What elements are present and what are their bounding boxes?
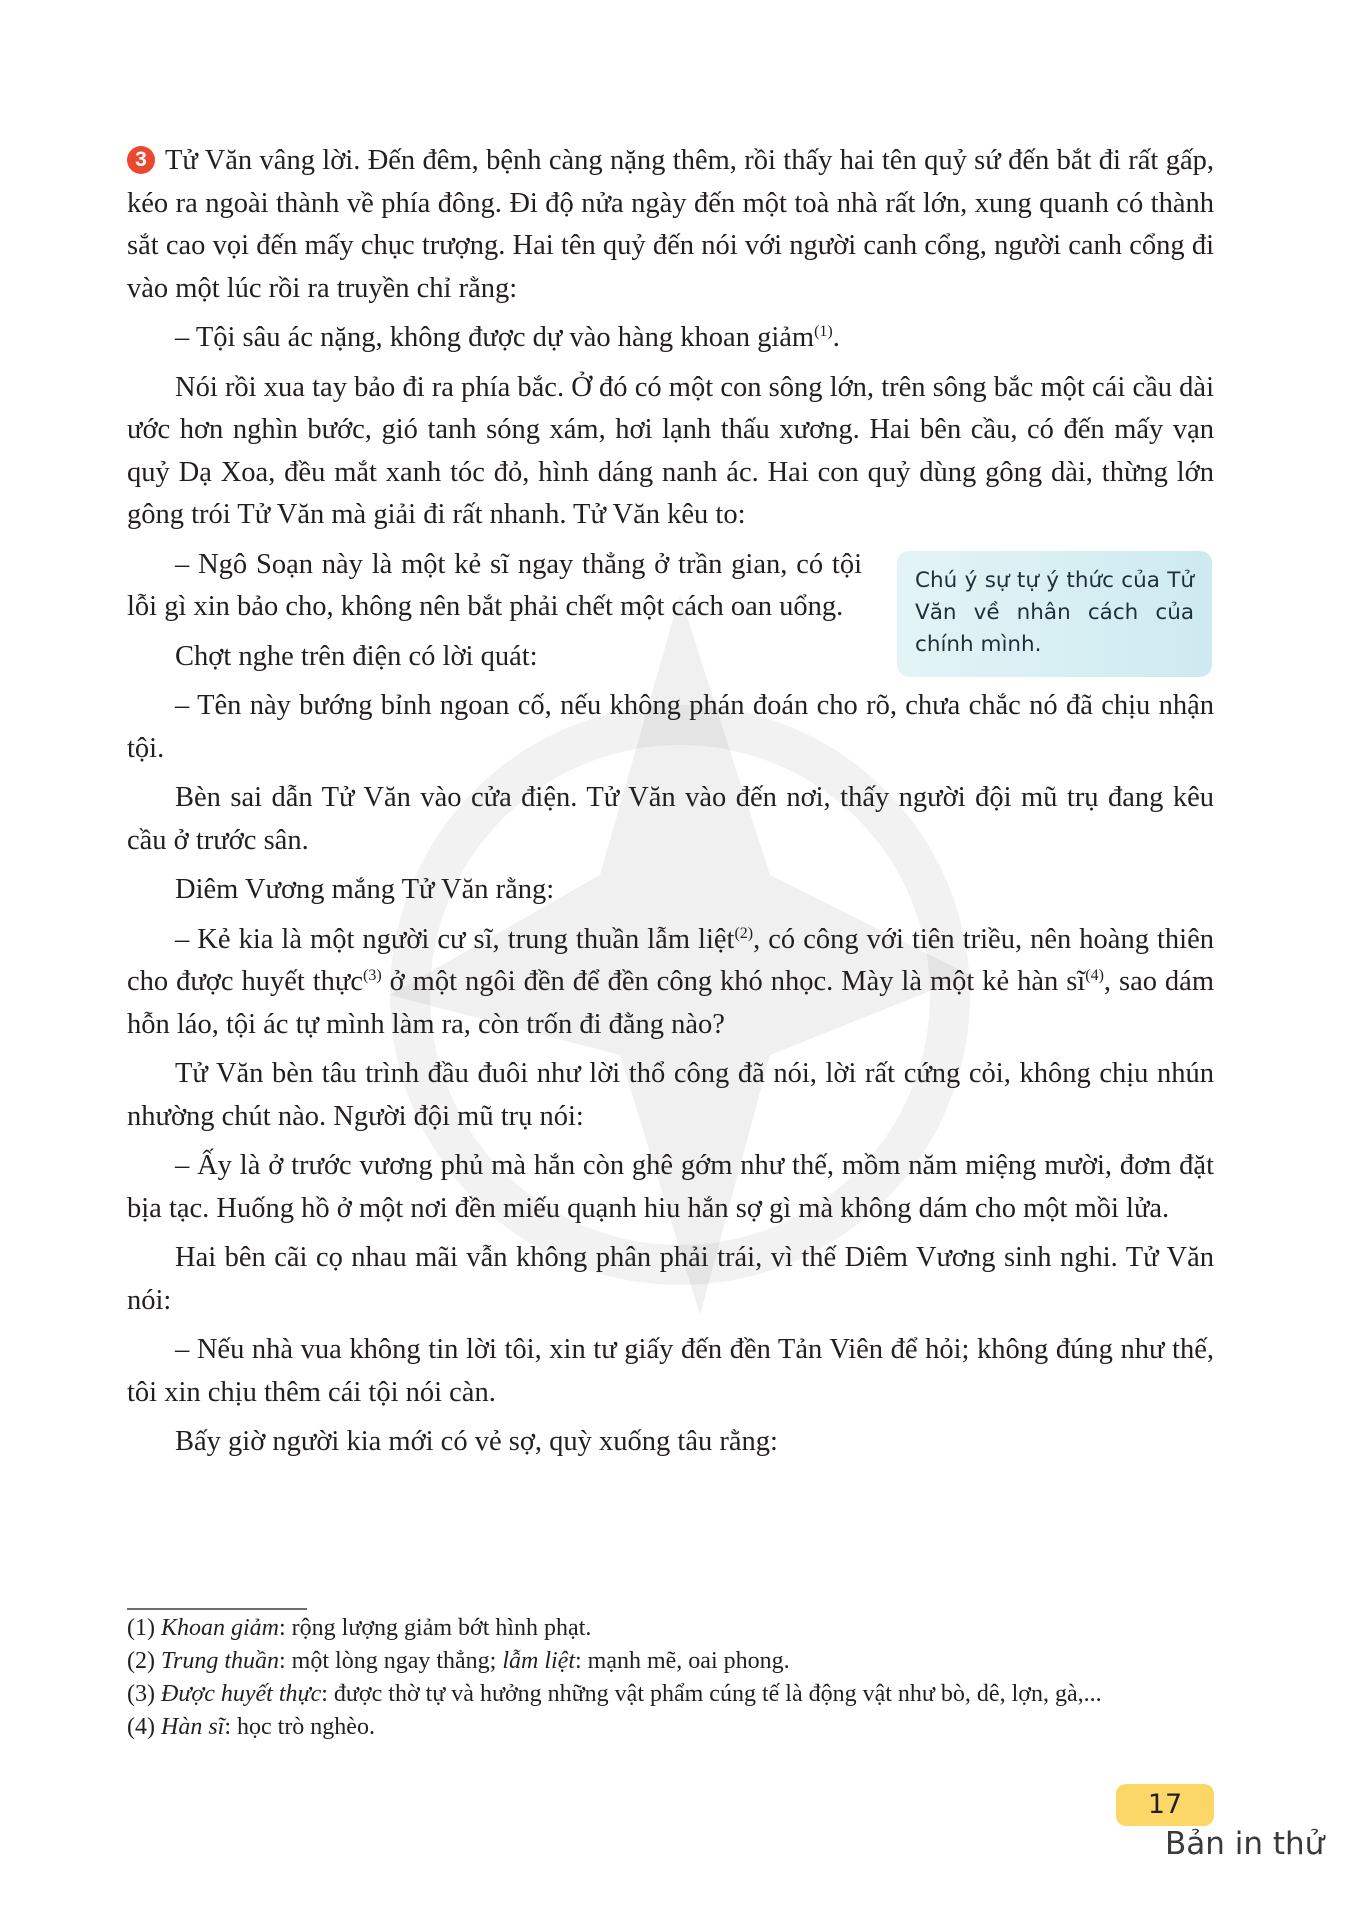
paragraph-5: Chợt nghe trên điện có lời quát: — [175, 640, 538, 672]
footnote-ref-2: (2) — [734, 924, 754, 942]
main-text — [127, 140, 1214, 1464]
draft-label: Bản in thử — [1165, 1826, 1325, 1862]
footnote-1: (1) Khoan giảm: rộng lượng giảm bớt hình phạt. — [127, 1615, 592, 1641]
paragraph-13: – Nếu nhà vua không tin lời tôi, xin tư giấy đến đền Tản Viên để hỏi; không đúng như thế, tôi xin chịu thêm cái tội nói càn. — [127, 1334, 1214, 1408]
footnote-3: (3) Được huyết thực: được thờ tự và hưởng những vật phẩm cúng tế là động vật như bò, dê, lợn, gà,... — [127, 1681, 1102, 1707]
section-number-badge: 3 — [127, 146, 155, 174]
paragraph-11: – Ấy là ở trước vương phủ mà hắn còn ghê gớm như thế, mồm năm miệng mười, đơm đặt bịa tạc. Huống hồ ở một nơi đền miếu quạnh hiu hắn sợ gì mà không dám cho một mồi lửa. — [127, 1150, 1214, 1224]
paragraph-14: Bấy giờ người kia mới có vẻ sợ, quỳ xuống tâu rằng: — [175, 1426, 778, 1457]
paragraph-3: Nói rồi xua tay bảo đi ra phía bắc. Ở đó có một con sông lớn, trên sông bắc một cái cầu dài ước hơn nghìn bước, gió tanh sóng xám, hơi lạnh thấu xương. Hai bên cầu, có đến mấy vạn quỷ Dạ Xoa, đều mắt xanh tóc đỏ, hình dáng nanh ác. Hai con quỷ dùng gông dài, thừng lớn gông trói Tử Văn mà giải đi rất nhanh. Tử Văn kêu to: — [127, 371, 1214, 530]
footnote-ref-1: (1) — [814, 323, 833, 340]
footnotes — [127, 1612, 1237, 1744]
footnote-ref-4: (4) — [1085, 967, 1104, 984]
footnote-ref-3: (3) — [363, 967, 382, 984]
paragraph-12: Hai bên cãi cọ nhau mãi vẫn không phân phải trái, vì thế Diêm Vương sinh nghi. Tử Văn nói: — [127, 1242, 1214, 1316]
side-note-box: Chú ý sự tự ý thức của Tử Văn về nhân cách của chính mình. — [897, 551, 1212, 677]
footnote-2: (2) Trung thuần: một lòng ngay thẳng; lẫm liệt: mạnh mẽ, oai phong. — [127, 1648, 790, 1674]
page-number-badge: 17 — [1116, 1784, 1214, 1826]
paragraph-2: – Tội sâu ác nặng, không được dự vào hàng khoan giảm$^{(1)}$. — [175, 322, 840, 353]
paragraph-4: – Ngô Soạn này là một kẻ sĩ ngay thẳng ở trần gian, có tội lỗi gì xin bảo cho, không nên bắt phải chết một cách oan uổng. — [127, 548, 862, 622]
paragraph-9: – Kẻ kia là một người cư sĩ, trung thuần lẫm liệt$^{(2)}$, có công với tiên triều, nên hoàng thiên cho được huyết thực$^{(3)}$ ở một ngôi đền để đền công khó nhọc. Mày là một kẻ hàn $sĩ^{(4)}$, sao dám hỗn láo, tội ác tự mình làm ra, còn trốn đi đằng nào? — [127, 923, 1214, 1040]
footnote-4: (4) Hàn sĩ: học trò nghèo. — [127, 1714, 375, 1740]
paragraph-10: Tử Văn bèn tâu trình đầu đuôi như lời thổ công đã nói, lời rất cứng cỏi, không chịu nhún nhường chút nào. Người đội mũ trụ nói: — [127, 1058, 1214, 1132]
paragraph-1: 3 Tử Văn vâng lời. Đến đêm, bệnh càng nặng thêm, rồi thấy hai tên quỷ sứ đến bắt đi rất gấp, kéo ra ngoài thành về phía đông. Đi độ nửa ngày đến một toà nhà rất lớn, xung quanh có thành sắt cao vọi đến mấy chục trượng. Hai tên quỷ đến nói với người canh cổng, người canh cổng đi vào một lúc rồi ra truyền chỉ rằng: — [127, 145, 1214, 304]
paragraph-8: Diêm Vương mắng Tử Văn rằng: — [175, 874, 555, 905]
paragraph-6: – Tên này bướng bỉnh ngoan cố, nếu không phán đoán cho rõ, chưa chắc nó đã chịu nhận tội. — [127, 690, 1214, 764]
footnote-divider — [127, 1608, 307, 1610]
paragraph-7: Bèn sai dẫn Tử Văn vào cửa điện. Tử Văn vào đến nơi, thấy người đội mũ trụ đang kêu cầu ở trước sân. — [127, 782, 1214, 856]
